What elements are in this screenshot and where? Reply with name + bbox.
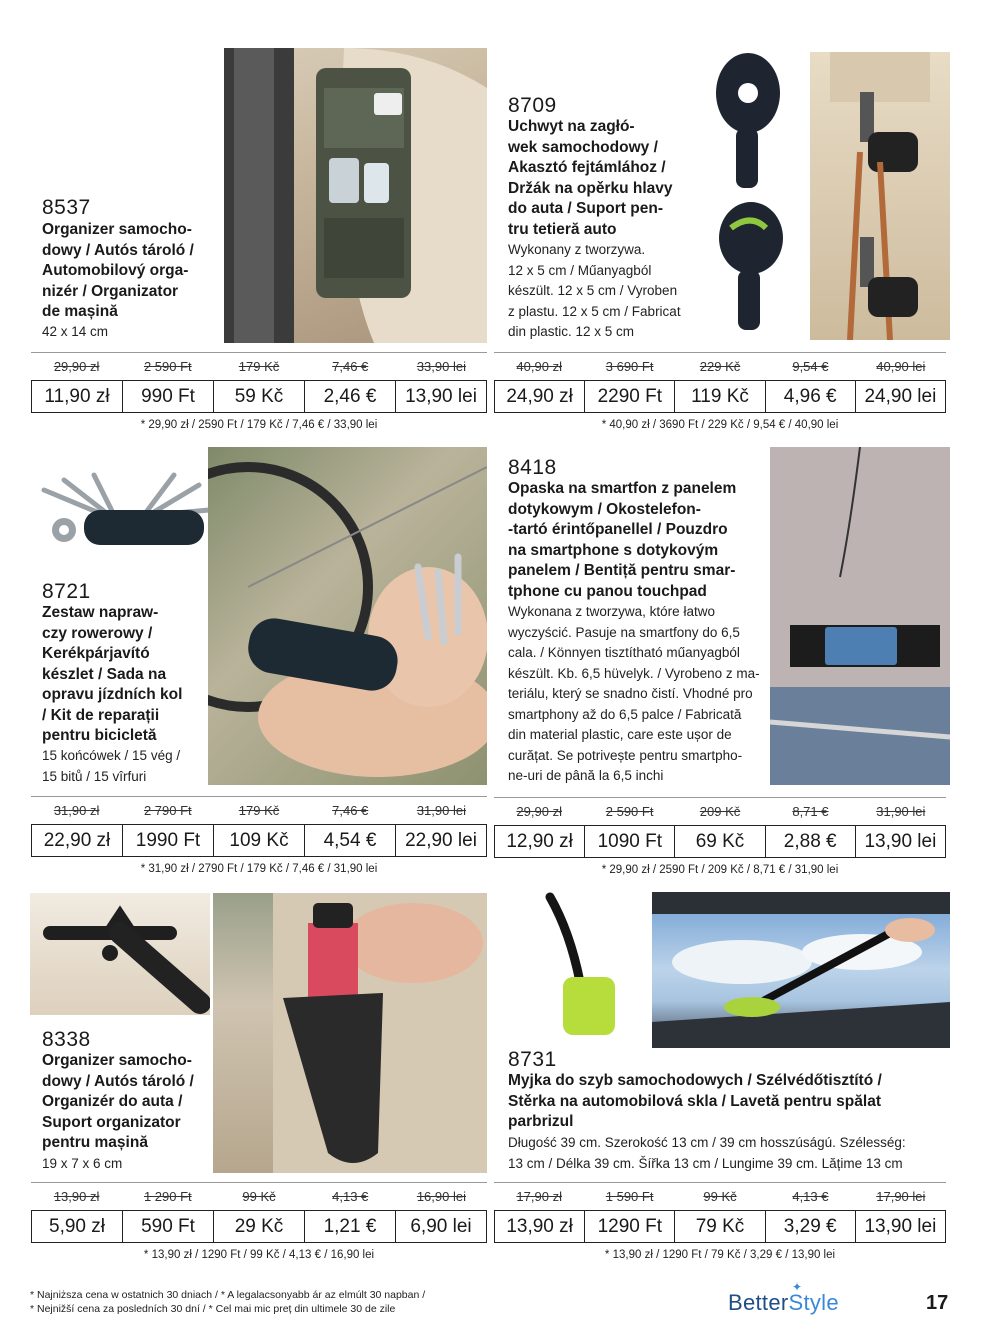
product-description: 42 x 14 cm	[42, 324, 109, 339]
product-image-hook-in-use	[810, 52, 950, 340]
price-table	[494, 797, 946, 876]
new-prices: 11,90 zł 990 Ft 59 Kč 2,46 € 13,90 lei	[31, 380, 487, 413]
new-prices: 24,90 zł 2290 Ft 119 Kč 4,96 € 24,90 lei	[494, 380, 946, 413]
new-prices: 5,90 zł 590 Ft 29 Kč 1,21 € 6,90 lei	[31, 1210, 487, 1243]
product-image-umbrella-hook	[30, 893, 210, 1015]
lowest-price-note: * 29,90 zł / 2590 Ft / 179 Kč / 7,46 € / 33,90 lei	[140, 419, 378, 431]
product-image-umbrella-holder	[213, 893, 487, 1173]
product-description: 19 x 7 x 6 cm	[42, 1156, 123, 1171]
product-code: 8537	[42, 196, 91, 219]
lowest-price-note: * 13,90 zł / 1290 Ft / 79 Kč / 3,29 € / 13,90 lei	[604, 1249, 836, 1261]
new-prices: 22,90 zł 1990 Ft 109 Kč 4,54 € 22,90 lei	[31, 824, 487, 857]
product-title: Organizer samocho- dowy / Autós tároló / Automobilový orga- nizér / Organizator de mașină	[42, 221, 194, 320]
old-prices: 29,90 zł 2 590 Ft 179 Kč 7,46 € 33,90 lei	[31, 352, 487, 380]
footer-notes: * Najniższa cena w ostatnich 30 dniach / * A legalacsonyabb ár az elmúlt 30 napban / * Nejnižší cena za posledních 30 dní / * Cel mai mic preț din ultimele 30 de zile	[30, 1289, 426, 1315]
product-description: Wykonana z tworzywa, które łatwo wyczyścić. Pasuje na smartfony do 6,5 cala. / Könnyen tisztítható műanyagból készült. Kb. 6,5 hüvelyk. / Vyrobeno z ma- teriálu, který se snadno čistí. Vhodné pro smartphony až do 6,5 palce / Fabricată din material plastic, care este ușor de curățat. Se potrivește pentru smartpho- ne-uri de până la 6,5 inchi	[508, 604, 760, 783]
product-code: 8338	[42, 1028, 91, 1051]
price-table	[31, 1182, 487, 1261]
product-code: 8709	[508, 94, 557, 117]
lowest-price-note: * 13,90 zł / 1290 Ft / 99 Kč / 4,13 € / 16,90 lei	[143, 1249, 375, 1261]
price-table	[31, 352, 487, 431]
price-table	[494, 1182, 946, 1261]
lowest-price-note: * 31,90 zł / 2790 Ft / 179 Kč / 7,46 € / 31,90 lei	[140, 863, 378, 875]
product-code: 8418	[508, 456, 557, 479]
product-description: Długość 39 cm. Szerokość 13 cm / 39 cm hosszúságú. Szélesség: 13 cm / Délka 39 cm. Šířka 13 cm / Lungime 39 cm. Lățime 13 cm	[508, 1135, 906, 1171]
product-description: Wykonany z tworzywa. 12 x 5 cm / Műanyagból készült. 12 x 5 cm / Vyroben z plastu. 12 x 5 cm / Fabricat din plastic. 12 x 5 cm	[508, 242, 681, 339]
product-code: 8721	[42, 580, 91, 603]
new-prices: 12,90 zł 1090 Ft 69 Kč 2,88 € 13,90 lei	[494, 825, 946, 858]
brand-logo-star-icon: ✦	[792, 1280, 803, 1294]
product-title: Opaska na smartfon z panelem dotykowym / Okostelefon- -tartó érintőpanellel / Pouzdro na smartphone s dotykovým panelem / Bentiță pentru smar- tphone cu panou touchpad	[508, 480, 737, 600]
product-image-bike-tool-folded	[24, 470, 214, 555]
product-image-windshield-cleaner	[535, 892, 625, 1042]
old-prices: 17,90 zł 1 590 Ft 99 Kč 4,13 € 17,90 lei	[494, 1182, 946, 1210]
product-image-car-seat-organizer	[224, 48, 487, 343]
new-prices: 13,90 zł 1290 Ft 79 Kč 3,29 € 13,90 lei	[494, 1210, 946, 1243]
product-title: Organizer samocho- dowy / Autós tároló / Organizér do auta / Suport organizator pentru mașină	[42, 1052, 194, 1151]
product-image-windshield-in-use	[652, 892, 950, 1048]
price-table	[31, 796, 487, 875]
product-title: Zestaw napraw- czy rowerowy / Kerékpárjavító készlet / Sada na opravu jízdních kol / Kit de reparații pentru bicicletă	[42, 604, 183, 744]
price-table	[494, 352, 946, 431]
old-prices: 40,90 zł 3 690 Ft 229 Kč 9,54 € 40,90 lei	[494, 352, 946, 380]
product-image-hook-closeup	[706, 48, 796, 338]
brand-logo: ✦ BetterStyle	[728, 1280, 839, 1315]
product-description: 15 końcówek / 15 vég / 15 bitů / 15 vîrfuri	[42, 748, 181, 784]
product-code: 8731	[508, 1048, 557, 1071]
old-prices: 29,90 zł 2 590 Ft 209 Kč 8,71 € 31,90 lei	[494, 797, 946, 825]
lowest-price-note: * 29,90 zł / 2590 Ft / 209 Kč / 8,71 € / 31,90 lei	[601, 864, 839, 876]
product-title: Myjka do szyb samochodowych / Szélvédőtisztító / Stěrka na automobilová skla / Lavetă pentru spălat parbrizul	[508, 1072, 882, 1130]
old-prices: 31,90 zł 2 790 Ft 179 Kč 7,46 € 31,90 lei	[31, 796, 487, 824]
old-prices: 13,90 zł 1 290 Ft 99 Kč 4,13 € 16,90 lei	[31, 1182, 487, 1210]
product-image-phone-armband	[770, 447, 950, 785]
product-title: Uchwyt na zagłó- wek samochodowy / Akasztó fejtámlához / Držák na opěrku hlavy do auta / Suport pen- tru tetieră auto	[508, 118, 673, 238]
lowest-price-note: * 40,90 zł / 3690 Ft / 229 Kč / 9,54 € / 40,90 lei	[601, 419, 839, 431]
product-image-bike-tool-in-use	[208, 447, 487, 785]
page-number: 17	[926, 1292, 949, 1314]
